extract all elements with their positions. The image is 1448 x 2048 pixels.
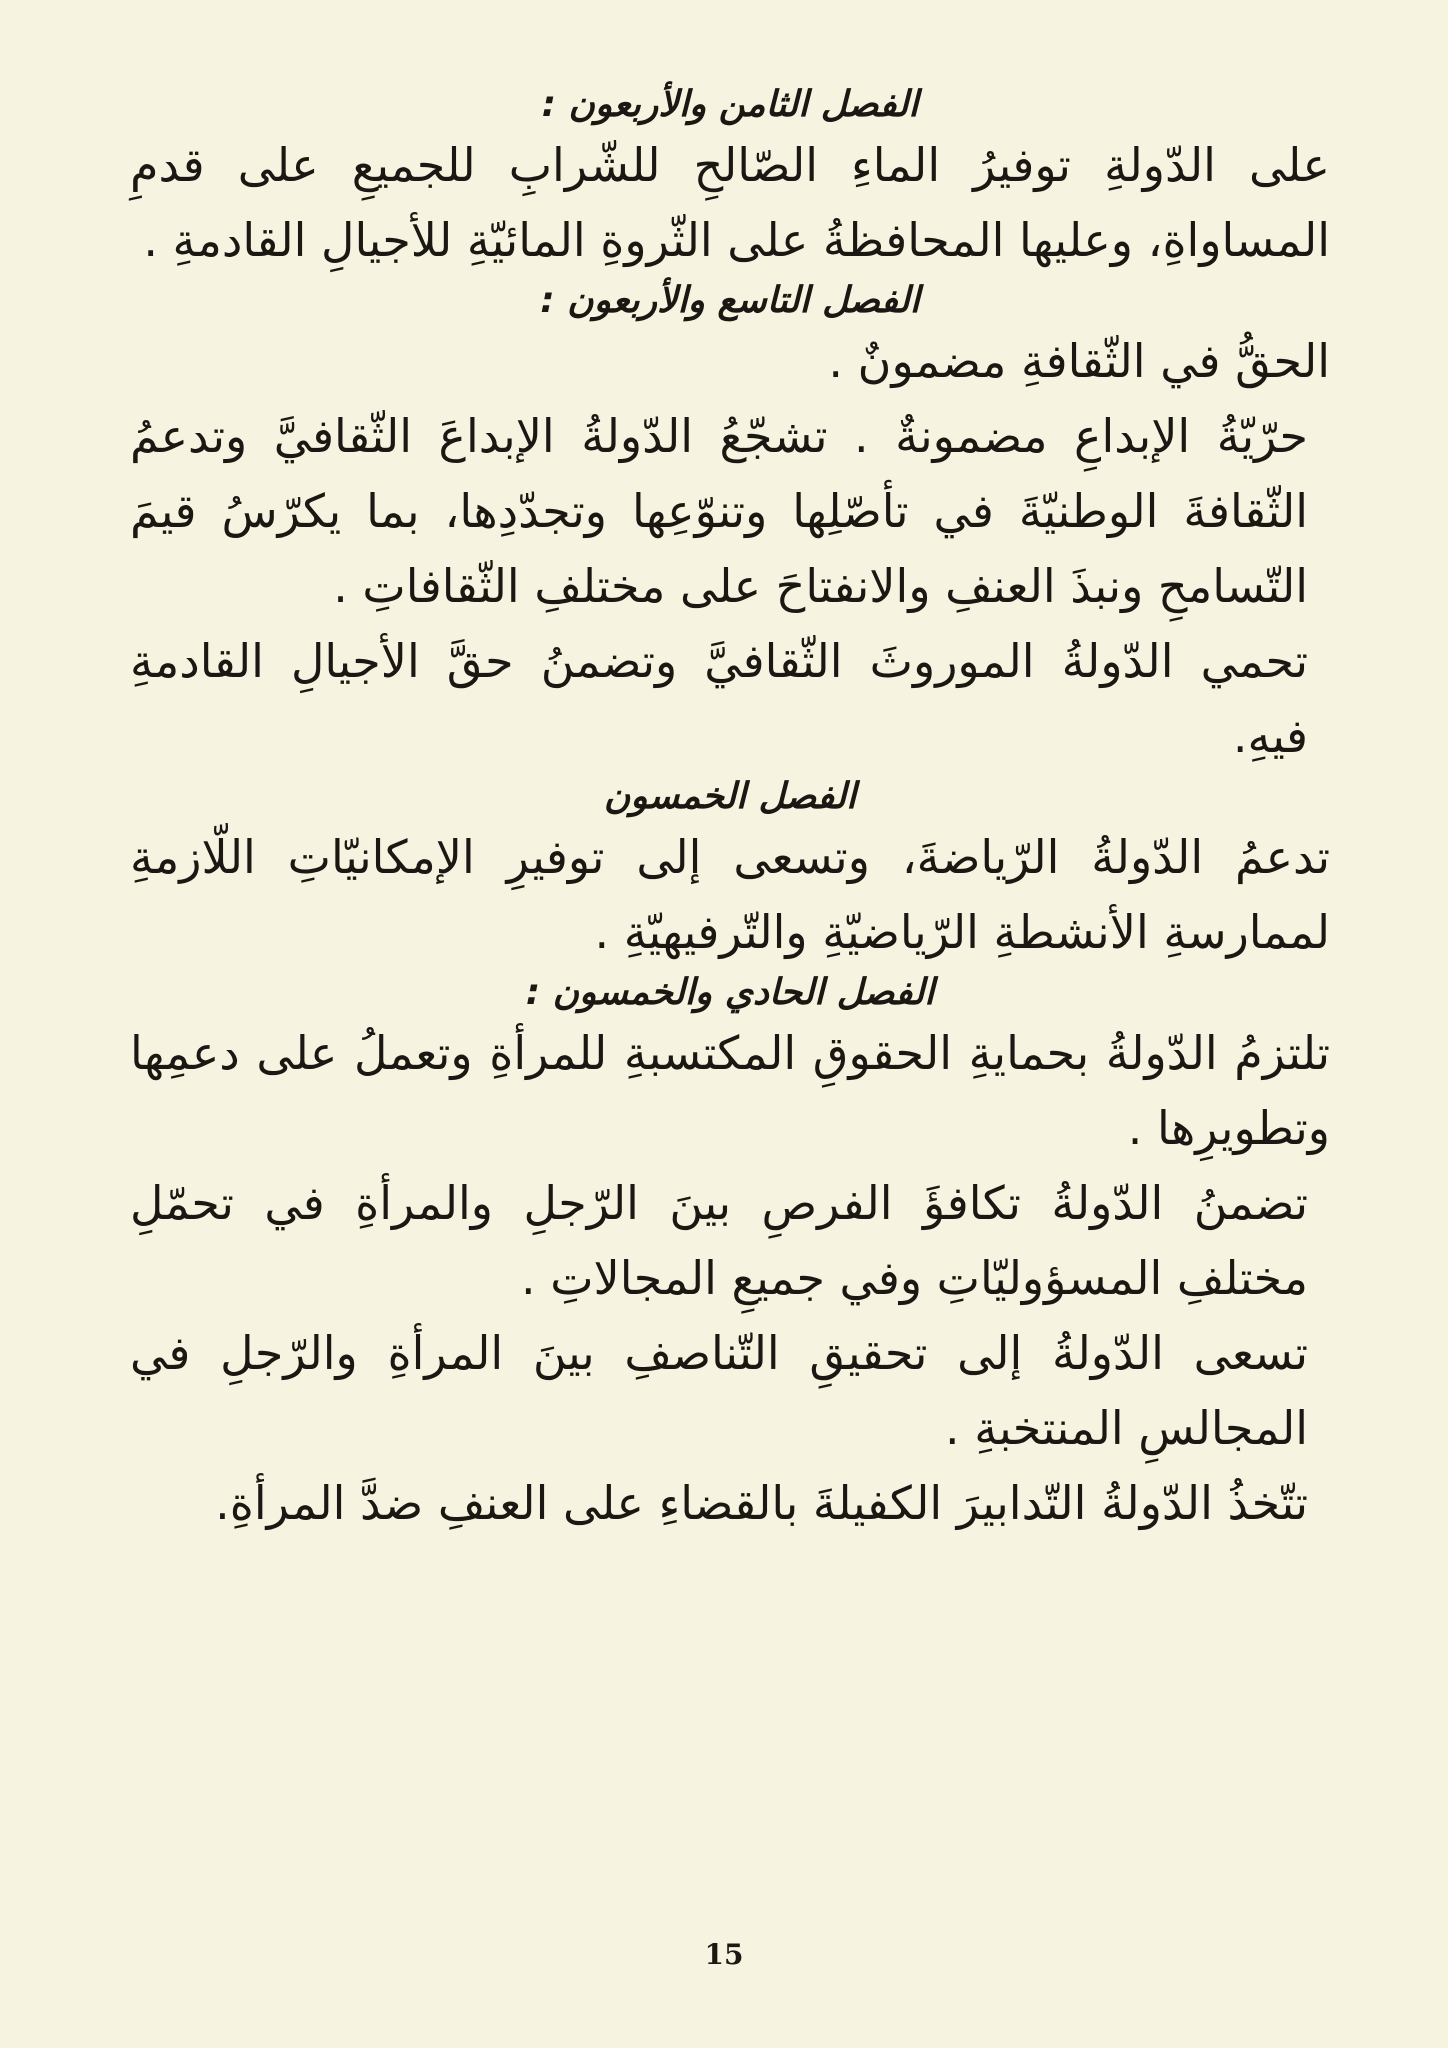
section-heading-49: الفصل التاسع والأربعون : — [540, 280, 920, 321]
paragraph-50-1: تدعمُ الدّولةُ الرّياضةَ، وتسعى إلى توفيرِ الإمكانيّاتِ اللّازمةِ لممارسةِ الأنشطةِ الرّياضيّةِ والتّرفيهيّةِ . — [130, 830, 1330, 959]
paragraph-48-1: على الدّولةِ توفيرُ الماءِ الصّالحِ للشّرابِ للجميعِ على قدمِ المساواةِ، وعليها المحافظةُ على الثّروةِ المائيّةِ للأجيالِ القادمةِ . — [130, 138, 1330, 267]
paragraph-51-1: تلتزمُ الدّولةُ بحمايةِ الحقوقِ المكتسبةِ للمرأةِ وتعملُ على دعمِها وتطويرِها . — [130, 1026, 1330, 1155]
section-heading-48: الفصل الثامن والأربعون : — [541, 84, 919, 125]
paragraph-49-1: الحقُّ في الثّقافةِ مضمونٌ . — [828, 334, 1330, 388]
paragraph-51-3: تسعى الدّولةُ إلى تحقيقِ التّناصفِ بينَ المرأةِ والرّجلِ في المجالسِ المنتخبةِ . — [130, 1326, 1308, 1455]
paragraph-51-2: تضمنُ الدّولةُ تكافؤَ الفرصِ بينَ الرّجلِ والمرأةِ في تحمّلِ مختلفِ المسؤوليّاتِ وفي جميعِ المجالاتِ . — [130, 1176, 1308, 1305]
section-heading-51: الفصل الحادي والخمسون : — [525, 972, 935, 1013]
page-content — [130, 82, 1330, 1541]
paragraph-49-2: حرّيّةُ الإبداعِ مضمونةٌ . تشجّعُ الدّولةُ الإبداعَ الثّقافيَّ وتدعمُ الثّقافةَ الوطنيّةَ في تأصّلِها وتنوّعِها وتجدّدِها، بما يكرّسُ قيمَ التّسامحِ ونبذَ العنفِ والانفتاحَ على مختلفِ الثّقافاتِ . — [130, 409, 1308, 613]
paragraph-51-4: تتّخذُ الدّولةُ التّدابيرَ الكفيلةَ بالقضاءِ على العنفِ ضدَّ المرأةِ. — [215, 1476, 1308, 1530]
paragraph-49-3: تحمي الدّولةُ الموروثَ الثّقافيَّ وتضمنُ حقَّ الأجيالِ القادمةِ فيهِ. — [130, 634, 1308, 763]
page-number: 15 — [704, 1938, 744, 1971]
section-heading-50: الفصل الخمسون — [603, 776, 857, 817]
